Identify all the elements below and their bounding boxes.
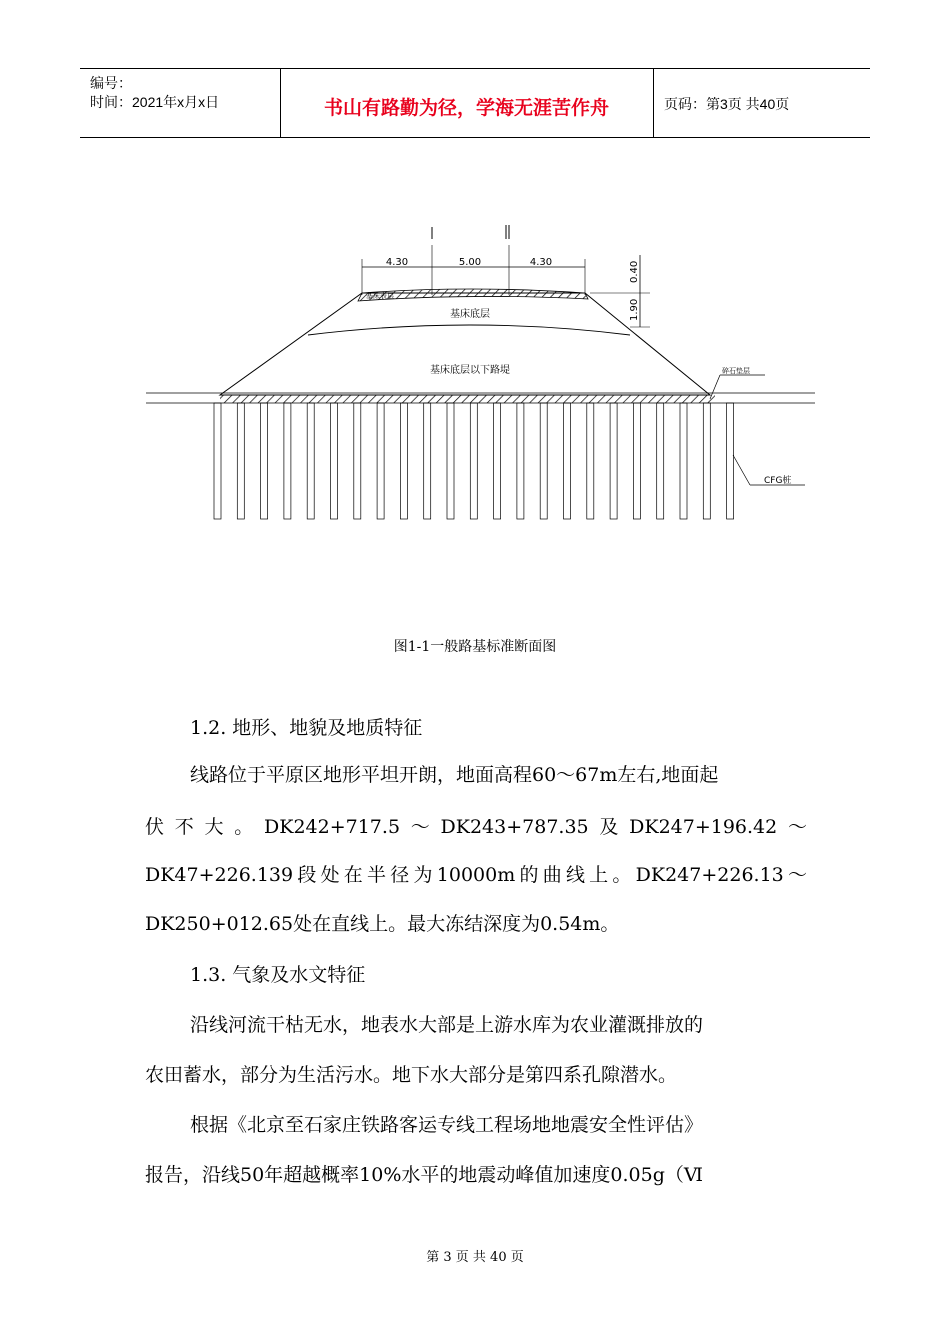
para-line: DK47+226.139段处在半径为10000m的曲线上。DK247+226.13～ xyxy=(145,864,807,886)
para-line: 根据《北京至石家庄铁路客运专线工程场地地震安全性评估》 xyxy=(190,1114,704,1136)
cfg-pile xyxy=(494,403,501,519)
cfg-pile xyxy=(587,403,594,519)
cfg-pile xyxy=(424,403,431,519)
width-label-middle: 5.00 xyxy=(458,257,482,268)
cushion-label: 碎石垫层 xyxy=(722,367,750,375)
height-label-top: 0.40 xyxy=(629,260,640,283)
cfg-pile xyxy=(214,403,221,519)
cfg-pile xyxy=(284,403,291,519)
cfg-pile xyxy=(703,403,710,519)
para-line: 报告，沿线50年超越概率10%水平的地震动峰值加速度0.05g（Ⅵ xyxy=(145,1164,703,1186)
page-header xyxy=(80,68,870,138)
gravel-cushion-hatch xyxy=(220,395,715,403)
para-line: 农田蓄水，部分为生活污水。地下水大部分是第四系孔隙潜水。 xyxy=(145,1064,678,1086)
para-line: 线路位于平原区地形平坦开朗，地面高程60～67m左右,地面起 xyxy=(190,764,719,786)
subgrade-cross-section-figure xyxy=(140,215,820,530)
cfg-pile xyxy=(470,403,477,519)
section-heading-1-3: 1.3. 气象及水文特征 xyxy=(190,964,366,986)
base-layer-boundary xyxy=(308,325,630,335)
cfg-pile xyxy=(610,403,617,519)
embankment-label: 基床底层以下路堤 xyxy=(430,365,510,376)
header-motto-cell xyxy=(280,69,654,137)
cfg-pile xyxy=(633,403,640,519)
doc-number-label: 编号： xyxy=(90,75,132,91)
width-label-left: 4.30 xyxy=(385,257,409,268)
cfg-pile xyxy=(307,403,314,519)
section-heading-1-2: 1.2. 地形、地貌及地质特征 xyxy=(190,717,423,739)
cfg-pile xyxy=(540,403,547,519)
cross-section-drawing xyxy=(140,215,820,530)
cfg-pile xyxy=(564,403,571,519)
page-footer: 第 3 页 共 40 页 xyxy=(426,1250,524,1265)
cfg-pile xyxy=(400,403,407,519)
para-line: 沿线河流干枯无水，地表水大部是上游水库为农业灌溉排放的 xyxy=(190,1014,704,1036)
cfg-pile xyxy=(680,403,687,519)
layer-top-label: 基床表层 xyxy=(366,292,394,300)
cfg-pile xyxy=(657,403,664,519)
cfg-pile xyxy=(377,403,384,519)
cfg-pile xyxy=(447,403,454,519)
cfg-pile xyxy=(354,403,361,519)
cfg-pile xyxy=(261,403,268,519)
cfg-pile xyxy=(331,403,338,519)
para-line: DK250+012.65处在直线上。最大冻结深度为0.54m。 xyxy=(145,913,620,935)
header-motto: 书山有路勤为径，学海无涯苦作舟 xyxy=(323,97,609,119)
width-label-right: 4.30 xyxy=(529,257,553,268)
header-page-info: 页码：第3页 共40页 xyxy=(664,96,790,112)
figure-caption: 图1-1一般路基标准断面图 xyxy=(393,639,557,655)
para-line: 伏不大。DK242+717.5～DK243+787.35及DK247+196.42～ xyxy=(145,816,807,838)
cfg-pile xyxy=(517,403,524,519)
header-meta xyxy=(80,69,281,137)
doc-time-label: 时间：2021年x月x日 xyxy=(90,94,220,110)
cfg-piles xyxy=(214,403,734,519)
cfg-pile xyxy=(727,403,734,519)
cfg-pile xyxy=(237,403,244,519)
layer-bottom-label: 基床底层 xyxy=(450,309,490,320)
height-label-bottom: 1.90 xyxy=(629,298,640,321)
pile-label: CFG桩 xyxy=(764,476,792,486)
header-page-cell xyxy=(654,69,870,137)
